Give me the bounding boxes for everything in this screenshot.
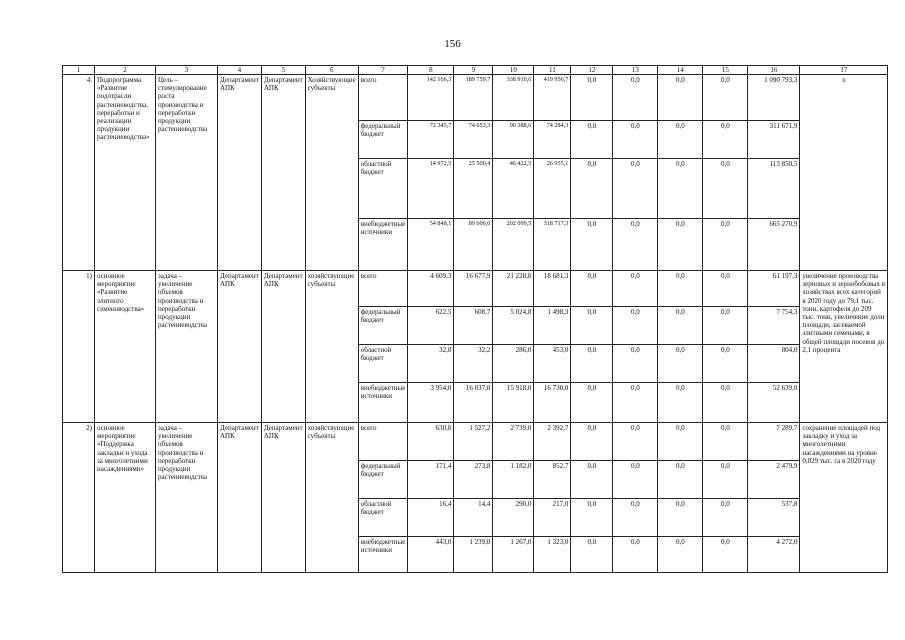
value-cell: 0,0	[703, 499, 748, 537]
value-cell: 46 422,5	[493, 159, 534, 219]
value-cell: 0,0	[658, 307, 703, 345]
value-cell: 1 267,0	[493, 537, 534, 573]
column-header: 13	[613, 66, 658, 75]
value-cell: 0,0	[613, 219, 658, 271]
total-cell: 804,0	[748, 345, 800, 383]
value-cell: 5 024,8	[493, 307, 534, 345]
value-cell: 16,4	[408, 499, 454, 537]
value-cell: 0,0	[571, 537, 613, 573]
value-cell: 0,0	[613, 383, 658, 423]
value-cell: 0,0	[571, 383, 613, 423]
value-cell: 21 228,8	[493, 271, 534, 307]
row-number: 4.	[63, 75, 95, 271]
participant: Департамент АПК	[261, 75, 305, 271]
value-cell: 0,0	[658, 159, 703, 219]
source-label: внебюджетные источники	[358, 537, 408, 573]
row-number: 2)	[63, 423, 95, 573]
total-cell: 2 479,9	[748, 461, 800, 499]
total-cell: 665 270,9	[748, 219, 800, 271]
executor: Департамент АПК	[218, 423, 262, 573]
value-cell: 4 609,3	[408, 271, 454, 307]
value-cell: 852,7	[534, 461, 571, 499]
value-cell: 14 972,5	[408, 159, 454, 219]
value-cell: 443,0	[408, 537, 454, 573]
participant: Департамент АПК	[261, 423, 305, 573]
value-cell: 0,0	[613, 121, 658, 159]
value-cell: 142 166,3	[408, 75, 454, 121]
recipient: хозяйствующие субъекты	[305, 271, 358, 423]
value-cell: 0,0	[571, 345, 613, 383]
row-number: 1)	[63, 271, 95, 423]
source-label: всего	[358, 423, 408, 461]
value-cell: 0,0	[658, 461, 703, 499]
value-cell: 189 759,7	[454, 75, 493, 121]
value-cell: 16 037,0	[454, 383, 493, 423]
value-cell: 0,0	[703, 159, 748, 219]
column-header: 6	[305, 66, 358, 75]
column-header: 12	[571, 66, 613, 75]
column-header: 3	[156, 66, 218, 75]
value-cell: 0,0	[571, 307, 613, 345]
value-cell: 202 099,5	[493, 219, 534, 271]
value-cell: 26 955,1	[534, 159, 571, 219]
value-cell: 0,0	[703, 345, 748, 383]
total-cell: 7 754,3	[748, 307, 800, 345]
value-cell: 1 527,2	[454, 423, 493, 461]
total-cell: 52 639,0	[748, 383, 800, 423]
value-cell: 0,0	[703, 307, 748, 345]
value-cell: 16 677,9	[454, 271, 493, 307]
value-cell: 0,0	[658, 271, 703, 307]
value-cell: 1 239,0	[454, 537, 493, 573]
expected-result: х	[800, 75, 888, 271]
value-cell: 0,0	[703, 121, 748, 159]
value-cell: 622,5	[408, 307, 454, 345]
goal-text: задача – увеличение объемов производства и переработки продукции растениеводства	[156, 271, 218, 423]
value-cell: 0,0	[658, 499, 703, 537]
expected-result: сохранение площадей под закладку и уход за многолетними насаждениями на уровне 0,029 тыс. га в 2020 году	[800, 423, 888, 573]
value-cell: 419 956,7	[534, 75, 571, 121]
value-cell: 0,0	[703, 75, 748, 121]
value-cell: 0,0	[571, 121, 613, 159]
measure-name: основное мероприятие «Поддержка закладки и ухода за многолетними насаждениями»	[95, 423, 156, 573]
value-cell: 0,0	[571, 423, 613, 461]
value-cell: 89 606,0	[454, 219, 493, 271]
value-cell: 74 653,3	[454, 121, 493, 159]
total-cell: 537,8	[748, 499, 800, 537]
total-cell: 113 850,5	[748, 159, 800, 219]
recipient: хозяйствующие субъекты	[305, 423, 358, 573]
value-cell: 0,0	[658, 383, 703, 423]
value-cell: 0,0	[658, 75, 703, 121]
value-cell: 3 954,0	[408, 383, 454, 423]
column-header: 14	[658, 66, 703, 75]
column-header: 10	[493, 66, 534, 75]
value-cell: 290,0	[493, 499, 534, 537]
value-cell: 32,8	[408, 345, 454, 383]
executor: Департамент АПК	[218, 75, 262, 271]
goal-text: задача – увеличение объемов производства и переработки продукции растениеводства	[156, 423, 218, 573]
total-cell: 311 671,9	[748, 121, 800, 159]
value-cell: 630,8	[408, 423, 454, 461]
value-cell: 14,4	[454, 499, 493, 537]
value-cell: 0,0	[571, 159, 613, 219]
source-label: федеральный бюджет	[358, 121, 408, 159]
source-label: областной бюджет	[358, 345, 408, 383]
value-cell: 18 681,3	[534, 271, 571, 307]
total-cell: 61 197,3	[748, 271, 800, 307]
value-cell: 0,0	[613, 537, 658, 573]
column-header: 4	[218, 66, 262, 75]
value-cell: 0,0	[703, 423, 748, 461]
source-label: федеральный бюджет	[358, 461, 408, 499]
value-cell: 0,0	[658, 121, 703, 159]
value-cell: 0,0	[571, 499, 613, 537]
source-label: внебюджетные источники	[358, 383, 408, 423]
value-cell: 0,0	[613, 345, 658, 383]
value-cell: 90 388,6	[493, 121, 534, 159]
value-cell: 453,0	[534, 345, 571, 383]
executor: Департамент АПК	[218, 271, 262, 423]
source-label: внебюджетные источники	[358, 219, 408, 271]
value-cell: 0,0	[613, 307, 658, 345]
measure-name: основное мероприятие «Развитие элитного семеноводства»	[95, 271, 156, 423]
total-cell: 7 289,7	[748, 423, 800, 461]
value-cell: 0,0	[613, 159, 658, 219]
value-cell: 32,2	[454, 345, 493, 383]
value-cell: 0,0	[613, 499, 658, 537]
source-label: всего	[358, 75, 408, 121]
column-header: 8	[408, 66, 454, 75]
value-cell: 217,0	[534, 499, 571, 537]
value-cell: 0,0	[658, 537, 703, 573]
value-cell: 15 918,0	[493, 383, 534, 423]
value-cell: 0,0	[658, 345, 703, 383]
table-row	[63, 271, 888, 307]
column-header: 9	[454, 66, 493, 75]
column-header: 16	[748, 66, 800, 75]
value-cell: 0,0	[613, 461, 658, 499]
value-cell: 0,0	[571, 271, 613, 307]
column-header: 11	[534, 66, 571, 75]
value-cell: 0,0	[613, 75, 658, 121]
value-cell: 0,0	[571, 461, 613, 499]
source-label: областной бюджет	[358, 499, 408, 537]
value-cell: 0,0	[658, 423, 703, 461]
measure-name: Подпрограмма «Развитие подотрасли растениеводства, переработки и реализации продукции растениеводства»	[95, 75, 156, 271]
column-header: 17	[800, 66, 888, 75]
value-cell: 273,8	[454, 461, 493, 499]
column-number-row	[63, 66, 888, 75]
value-cell: 0,0	[703, 271, 748, 307]
value-cell: 54 848,1	[408, 219, 454, 271]
column-header: 15	[703, 66, 748, 75]
value-cell: 286,0	[493, 345, 534, 383]
value-cell: 0,0	[703, 461, 748, 499]
total-cell: 1 090 793,3	[748, 75, 800, 121]
expected-result: увеличение производства зерновых и зернобобовых в хозяйствах всех категорий к 2020 году до 79,1 тыс. тонн, картофеля до 209 тыс. тонн, увеличение доли площади, засеваемой элитными семенами, в общей площади посевов до 2,1 процента	[800, 271, 888, 423]
table-row	[63, 423, 888, 461]
value-cell: 2 392,7	[534, 423, 571, 461]
recipient: Хозяйствующие субъекты	[305, 75, 358, 271]
value-cell: 338 910,6	[493, 75, 534, 121]
participant: Департамент АПК	[261, 271, 305, 423]
column-header: 5	[261, 66, 305, 75]
value-cell: 171,4	[408, 461, 454, 499]
value-cell: 25 500,4	[454, 159, 493, 219]
value-cell: 16 730,0	[534, 383, 571, 423]
value-cell: 0,0	[571, 219, 613, 271]
column-header: 2	[95, 66, 156, 75]
total-cell: 4 272,0	[748, 537, 800, 573]
value-cell: 0,0	[571, 75, 613, 121]
column-header: 1	[63, 66, 95, 75]
goal-text: Цель – стимулирование роста производства и переработки продукции растениеводства	[156, 75, 218, 271]
source-label: областной бюджет	[358, 159, 408, 219]
value-cell: 1 182,0	[493, 461, 534, 499]
value-cell: 0,0	[658, 219, 703, 271]
source-label: федеральный бюджет	[358, 307, 408, 345]
value-cell: 1 323,0	[534, 537, 571, 573]
value-cell: 0,0	[703, 537, 748, 573]
value-cell: 74 284,3	[534, 121, 571, 159]
table-row	[63, 75, 888, 121]
value-cell: 0,0	[613, 271, 658, 307]
value-cell: 318 717,3	[534, 219, 571, 271]
value-cell: 608,7	[454, 307, 493, 345]
program-table	[62, 65, 888, 573]
value-cell: 1 498,3	[534, 307, 571, 345]
value-cell: 0,0	[613, 423, 658, 461]
value-cell: 0,0	[703, 219, 748, 271]
page-number: 156	[444, 38, 461, 50]
source-label: всего	[358, 271, 408, 307]
value-cell: 72 345,7	[408, 121, 454, 159]
column-header: 7	[358, 66, 408, 75]
value-cell: 2 739,0	[493, 423, 534, 461]
value-cell: 0,0	[703, 383, 748, 423]
